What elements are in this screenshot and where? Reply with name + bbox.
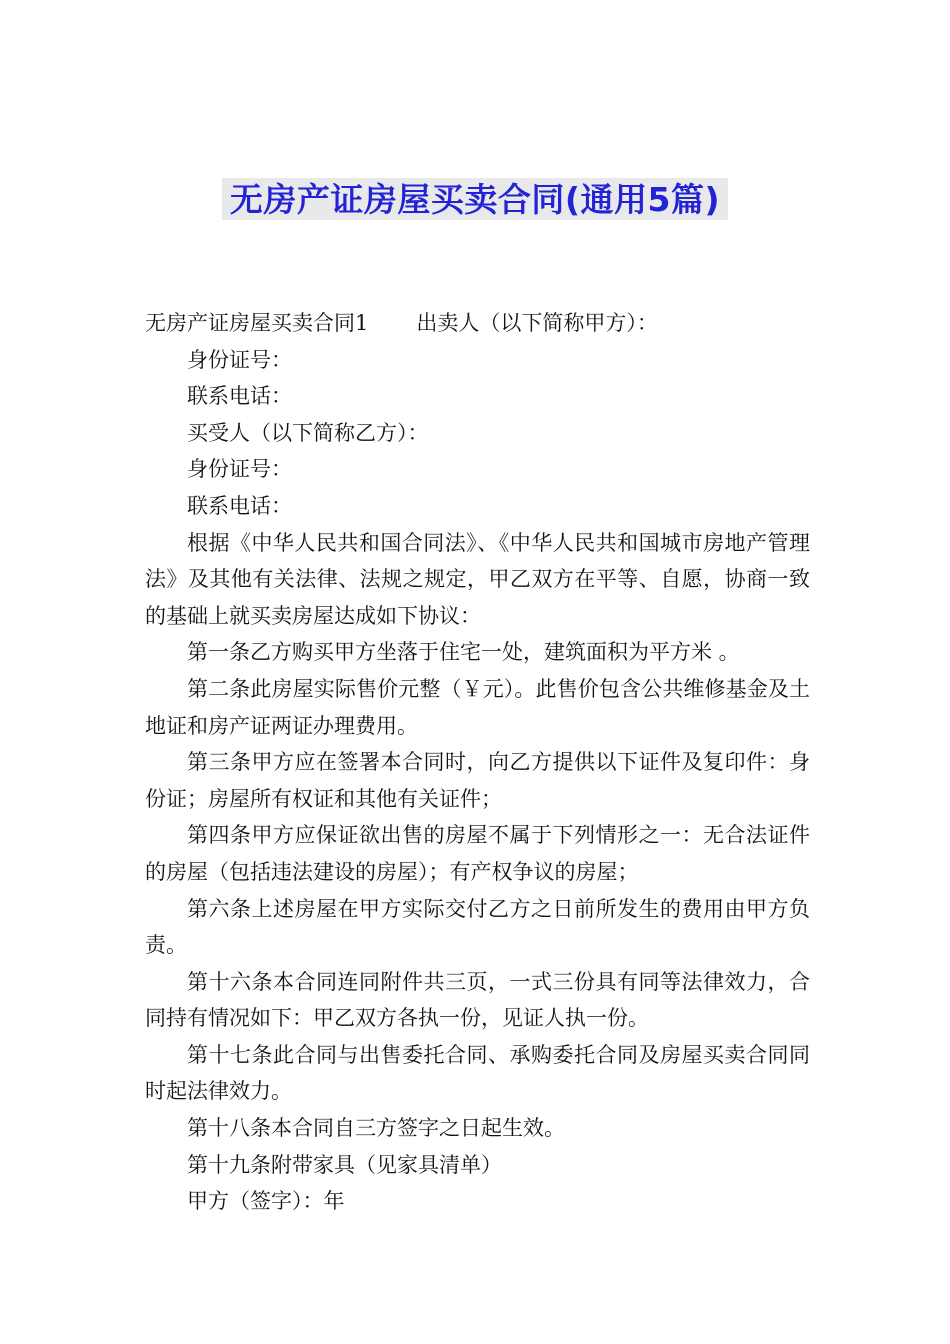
party-a-signature: 甲方（签字）：年 (187, 1189, 345, 1214)
seller-label: 出卖人（以下简称甲方）： (416, 311, 658, 335)
article-2: 第二条此房屋实际售价元整（￥元）。此售价包含公共维修基金及土地证和房产证两证办理费用。 (145, 676, 810, 738)
article-3: 第三条甲方应在签署本合同时，向乙方提供以下证件及复印件：身份证；房屋所有权证和其他有关证件； (145, 750, 810, 811)
article-17: 第十七条此合同与出售委托合同、承购委托合同及房屋买卖合同同时起法律效力。 (145, 1042, 810, 1104)
article-16: 第十六条本合同连同附件共三页，一式三份具有同等法律效力，合同持有情况如下：甲乙双方各执一份，见证人执一份。 (145, 969, 810, 1031)
article-1: 第一条乙方购买甲方坐落于住宅一处，建筑面积为平方米 。 (187, 640, 740, 665)
title-container (0, 178, 950, 220)
seller-phone: 联系电话： (187, 384, 292, 409)
contract-body (145, 305, 810, 1220)
buyer-label: 买受人（以下简称乙方）： (187, 420, 429, 445)
buyer-id-number: 身份证号： (187, 457, 292, 482)
article-19: 第十九条附带家具（见家具清单） (187, 1152, 502, 1177)
article-18: 第十八条本合同自三方签字之日起生效。 (187, 1116, 565, 1141)
preamble-paragraph: 根据《中华人民共和国合同法》、《中华人民共和国城市房地产管理法》及其他有关法律、法规之规定，甲乙双方在平等、自愿，协商一致的基础上就买卖房屋达成如下协议： (145, 530, 810, 628)
document-title: 无房产证房屋买卖合同(通用5篇) (222, 178, 728, 220)
seller-id-number: 身份证号： (187, 347, 292, 372)
article-6: 第六条上述房屋在甲方实际交付乙方之日前所发生的费用由甲方负责。 (145, 896, 810, 958)
contract-heading: 无房产证房屋买卖合同1 (145, 311, 369, 335)
buyer-phone: 联系电话： (187, 493, 292, 518)
contract-first-line (145, 305, 810, 342)
article-4: 第四条甲方应保证欲出售的房屋不属于下列情形之一：无合法证件的房屋（包括违法建设的房屋）；有产权争议的房屋； (145, 823, 810, 884)
